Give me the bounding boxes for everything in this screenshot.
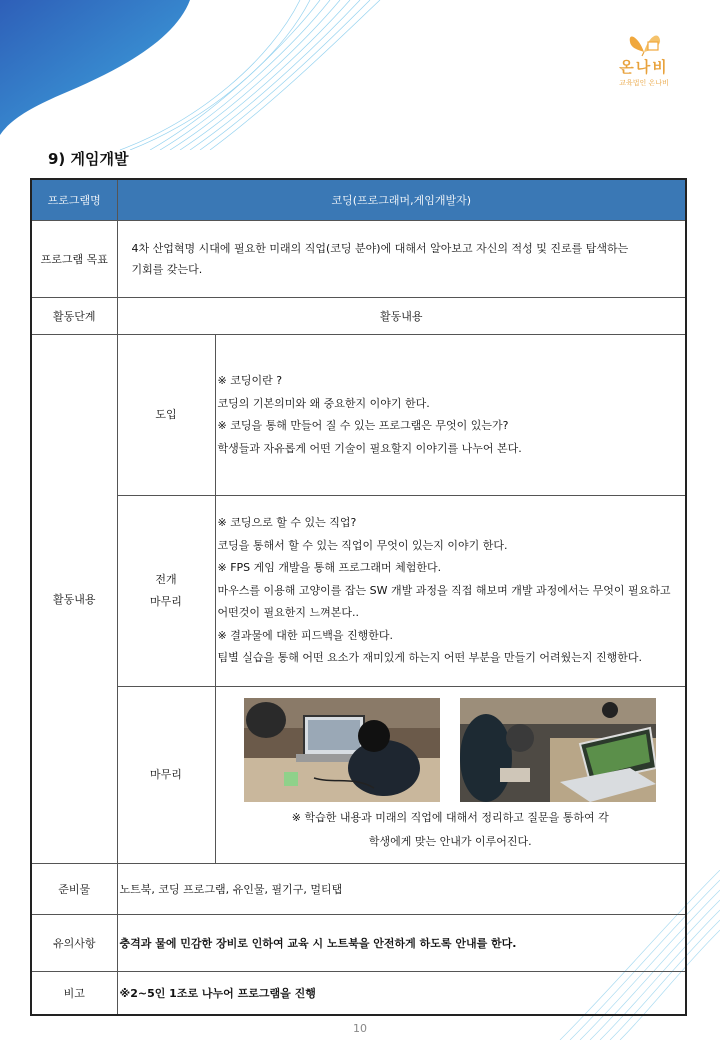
content-line: 어떤것이 필요한지 느껴본다.. (217, 606, 359, 620)
stage-development-line: 전개 (155, 573, 177, 586)
stage-development (117, 496, 215, 687)
caption-line: 학생에게 맞는 안내가 이루어진다. (368, 835, 532, 848)
development-content (215, 496, 686, 687)
program-name-value: 코딩(프로그래머,게임개발자) (117, 179, 686, 221)
section-title: 9) 게임개발 (48, 150, 129, 168)
goal-line: 기회를 갖는다. (131, 263, 203, 276)
content-header-label: 활동내용 (117, 298, 686, 335)
materials-value: 노트북, 코딩 프로그램, 유인물, 필기구, 멀티탭 (117, 864, 686, 915)
logo-name: 온나비 (619, 58, 669, 76)
content-line: 마우스를 이용해 고양이를 잡는 SW 개발 과정을 직접 해보며 개발 과정에서는 무엇이 필요하고 (217, 583, 671, 597)
logo-subtitle: 교육법인 온나비 (619, 79, 669, 87)
intro-row (31, 335, 686, 496)
caution-label: 유의사항 (31, 915, 117, 972)
class-photo-1 (244, 698, 440, 802)
class-photo-2 (460, 698, 656, 802)
goal-line: 4차 산업혁명 시대에 필요한 미래의 직업(코딩 분야)에 대해서 알아보고 자신의 적성 및 진로를 탐색하는 (131, 242, 629, 255)
stage-development-line: 마무리 (150, 595, 182, 608)
content-line: 학생들과 자유롭게 어떤 기술이 필요할지 이야기를 나누어 본다. (217, 441, 522, 455)
content-line: ※ 결과물에 대한 피드백을 진행한다. (217, 628, 393, 642)
content-line: 팀별 실습을 통해 어떤 요소가 재미있게 하는지 어떤 부분을 만들기 어려웠는지 진행한다. (217, 651, 642, 665)
note-label: 비고 (31, 972, 117, 1016)
note-row (31, 972, 686, 1016)
content-line: ※ 코딩을 통해 만들어 질 수 있는 프로그램은 무엇이 있는가? (217, 419, 509, 432)
closing-content (215, 687, 686, 864)
stage-closing: 마무리 (117, 687, 215, 864)
program-name-row (31, 179, 686, 221)
photo-group (216, 690, 686, 802)
caution-row (31, 915, 686, 972)
content-line: ※ FPS 게임 개발을 통해 프로그래머 체험한다. (217, 561, 442, 575)
stage-intro: 도입 (117, 335, 215, 496)
program-name-label: 프로그램명 (31, 179, 117, 221)
butterfly-icon (624, 26, 664, 58)
stage-header-row (31, 298, 686, 335)
content-line: ※ 코딩이란 ? (217, 374, 283, 387)
content-line: 코딩을 통해서 할 수 있는 직업이 무엇이 있는지 이야기 한다. (217, 538, 508, 552)
program-table (30, 178, 687, 1016)
caption-line: ※ 학습한 내용과 미래의 직업에 대해서 정리하고 질문을 통하여 각 (291, 811, 609, 824)
program-goal-row (31, 221, 686, 298)
content-line: ※ 코딩으로 할 수 있는 직업? (217, 516, 357, 530)
intro-content (215, 335, 686, 496)
page-number: 10 (353, 1022, 367, 1035)
development-row (31, 496, 686, 687)
activity-label: 활동내용 (31, 335, 117, 864)
content-line: 코딩의 기본의미와 왜 중요한지 이야기 한다. (217, 396, 430, 410)
materials-row (31, 864, 686, 915)
caution-value: 충격과 물에 민감한 장비로 인하여 교육 시 노트북을 안전하게 하도록 안내를 한다. (117, 915, 686, 972)
materials-label: 준비물 (31, 864, 117, 915)
program-goal-label: 프로그램 목표 (31, 221, 117, 298)
note-value: ※2~5인 1조로 나누어 프로그램을 진행 (117, 972, 686, 1016)
closing-row (31, 687, 686, 864)
brand-logo (604, 26, 684, 96)
program-goal-value (117, 221, 686, 298)
stage-header-label: 활동단계 (31, 298, 117, 335)
closing-caption (216, 806, 686, 860)
header-wave-decoration (0, 0, 390, 150)
